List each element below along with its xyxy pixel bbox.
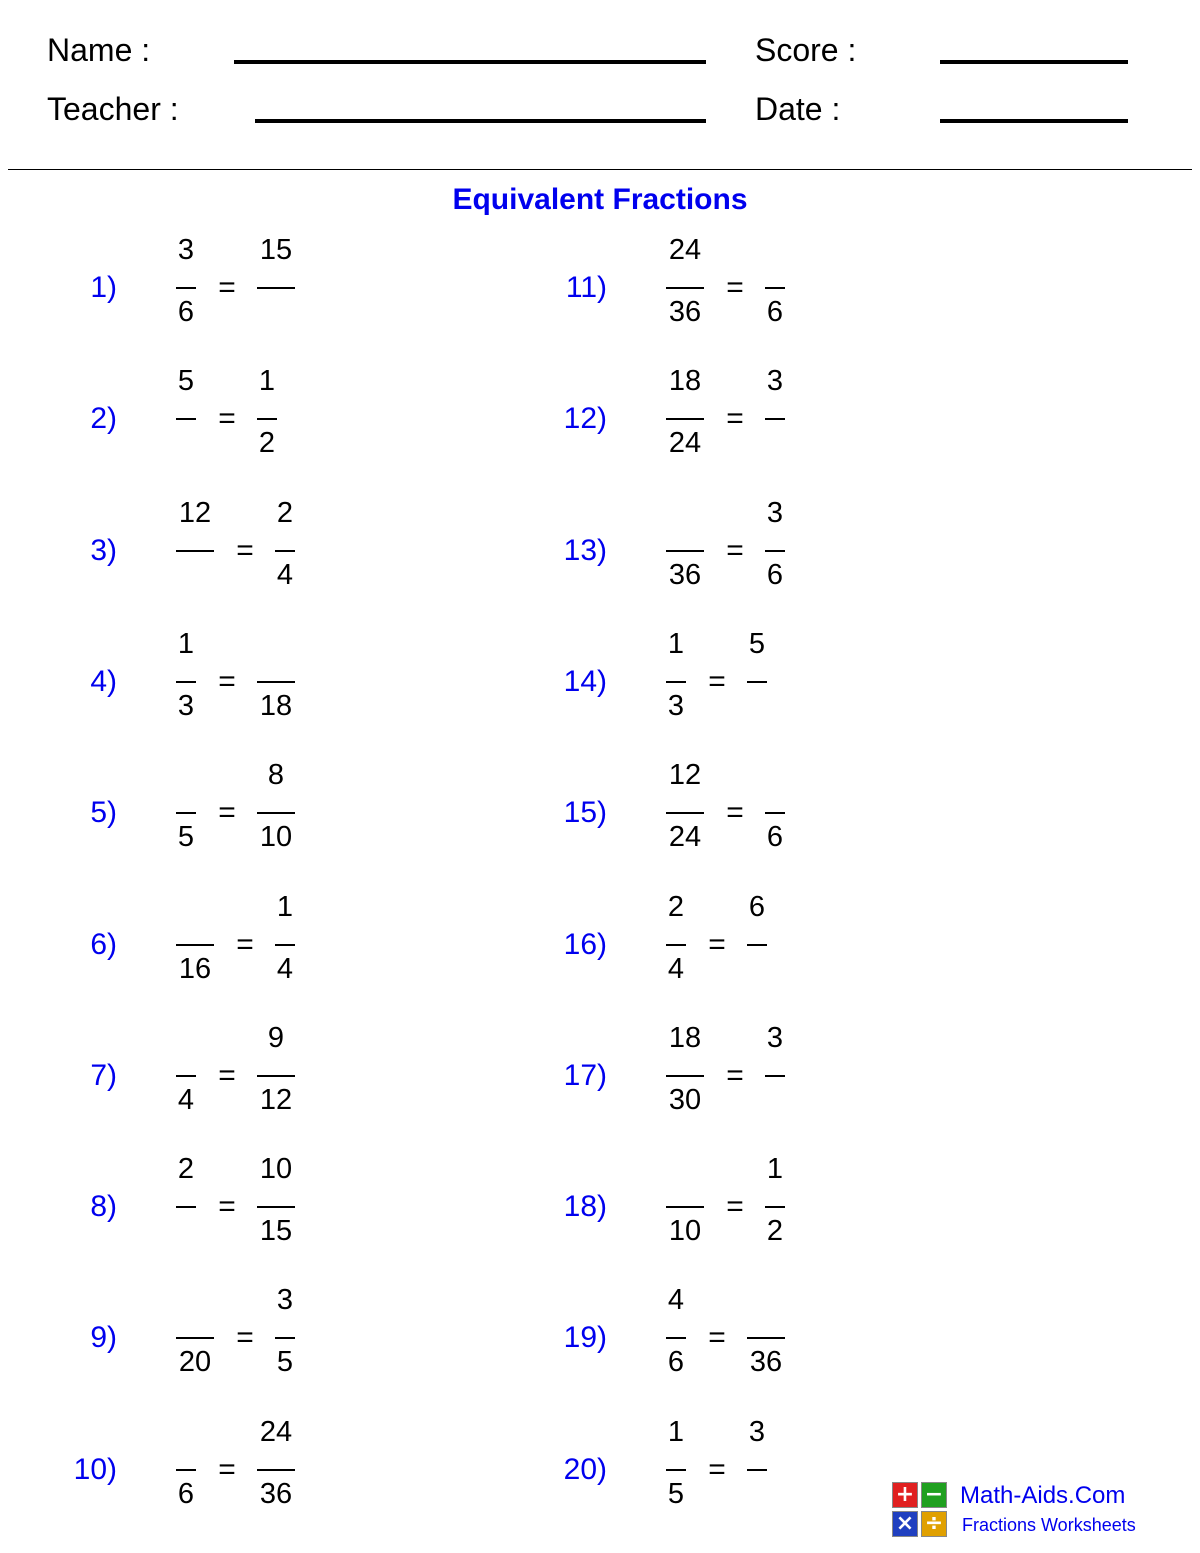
problem-number: 18): [563, 1190, 607, 1223]
left-numerator: 3: [177, 234, 195, 266]
left-denominator: 3: [177, 690, 195, 722]
right-fraction: [257, 1415, 295, 1525]
right-fraction: [257, 1021, 295, 1131]
right-denominator: 10: [259, 821, 293, 853]
left-fraction: [176, 627, 196, 737]
left-fraction: [666, 1283, 686, 1393]
left-denominator: 30: [668, 1084, 702, 1116]
left-fraction: [176, 890, 214, 1000]
right-fraction: [257, 627, 295, 737]
left-fraction: [666, 233, 704, 343]
teacher-field[interactable]: [255, 119, 706, 123]
name-label: Name :: [47, 32, 151, 68]
right-numerator: 3: [276, 1284, 294, 1316]
equals-sign: =: [218, 1190, 236, 1223]
right-numerator: 1: [766, 1153, 784, 1185]
left-denominator: 20: [178, 1346, 212, 1378]
times-icon: ×: [892, 1511, 918, 1537]
left-numerator: 18: [668, 365, 702, 397]
fraction-bar: [666, 944, 686, 946]
fraction-bar: [257, 812, 295, 814]
fraction-bar: [257, 1469, 295, 1471]
equals-sign: =: [218, 1059, 236, 1092]
problem-item: [57, 496, 477, 606]
equals-sign: =: [726, 402, 744, 435]
equals-sign: =: [708, 665, 726, 698]
problem-number: 4): [90, 665, 117, 698]
fraction-bar: [765, 418, 785, 420]
problem-number: 10): [73, 1453, 117, 1486]
problem-item: [57, 364, 477, 474]
right-numerator: 15: [259, 234, 293, 266]
right-fraction: [747, 627, 767, 737]
right-denominator: 15: [259, 1215, 293, 1247]
left-numerator: 1: [667, 628, 685, 660]
left-denominator: 6: [177, 1478, 195, 1510]
left-denominator: 10: [668, 1215, 702, 1247]
problem-number: 7): [90, 1059, 117, 1092]
equals-sign: =: [236, 1321, 254, 1354]
problem-number: 8): [90, 1190, 117, 1223]
right-denominator: 4: [276, 953, 294, 985]
header-divider: [8, 169, 1192, 170]
problem-number: 16): [563, 928, 607, 961]
problem-item: [547, 1152, 967, 1262]
divide-icon: ÷: [921, 1511, 947, 1537]
equals-sign: =: [236, 928, 254, 961]
right-numerator: 6: [748, 891, 766, 923]
fraction-bar: [747, 944, 767, 946]
left-numerator: 2: [667, 891, 685, 923]
fraction-bar: [666, 812, 704, 814]
fraction-bar: [176, 681, 196, 683]
left-denominator: 4: [177, 1084, 195, 1116]
date-label: Date :: [755, 91, 841, 127]
right-numerator: 5: [748, 628, 766, 660]
fraction-bar: [666, 550, 704, 552]
problem-number: 5): [90, 796, 117, 829]
problem-number: 19): [563, 1321, 607, 1354]
right-numerator: 3: [766, 497, 784, 529]
right-denominator: 36: [749, 1346, 783, 1378]
left-fraction: [666, 758, 704, 868]
problem-item: [547, 627, 967, 737]
fraction-bar: [765, 1075, 785, 1077]
right-denominator: 6: [766, 296, 784, 328]
right-numerator: 8: [267, 759, 285, 791]
teacher-label: Teacher :: [47, 91, 179, 127]
left-denominator: 4: [667, 953, 685, 985]
problem-item: [547, 1283, 967, 1393]
logo-subtitle: Fractions Worksheets: [962, 1515, 1136, 1535]
problem-item: [547, 364, 967, 474]
right-denominator: 36: [259, 1478, 293, 1510]
fraction-bar: [176, 1206, 196, 1208]
left-numerator: 12: [668, 759, 702, 791]
fraction-bar: [275, 1337, 295, 1339]
math-aids-logo: [892, 1482, 1172, 1538]
left-numerator: 2: [177, 1153, 195, 1185]
fraction-bar: [765, 1206, 785, 1208]
right-fraction: [765, 364, 785, 474]
problem-number: 2): [90, 402, 117, 435]
left-fraction: [666, 627, 686, 737]
equals-sign: =: [726, 796, 744, 829]
problem-item: [547, 758, 967, 868]
fraction-bar: [176, 418, 196, 420]
problem-number: 11): [565, 271, 607, 304]
score-field[interactable]: [940, 60, 1128, 64]
fraction-bar: [257, 1075, 295, 1077]
left-denominator: 5: [177, 821, 195, 853]
problem-item: [57, 627, 477, 737]
problem-item: [57, 1283, 477, 1393]
equals-sign: =: [726, 534, 744, 567]
date-field[interactable]: [940, 119, 1128, 123]
right-fraction: [257, 364, 277, 474]
fraction-bar: [765, 287, 785, 289]
right-denominator: 2: [766, 1215, 784, 1247]
fraction-bar: [176, 1075, 196, 1077]
left-fraction: [176, 1283, 214, 1393]
fraction-bar: [765, 812, 785, 814]
problem-number: 3): [90, 534, 117, 567]
left-fraction: [176, 364, 196, 474]
problem-item: [57, 1021, 477, 1131]
fraction-bar: [176, 287, 196, 289]
left-denominator: 16: [178, 953, 212, 985]
fraction-bar: [666, 287, 704, 289]
right-numerator: 1: [258, 365, 276, 397]
left-numerator: 12: [178, 497, 212, 529]
right-denominator: 6: [766, 559, 784, 591]
right-fraction: [257, 233, 295, 343]
equals-sign: =: [726, 1059, 744, 1092]
left-fraction: [176, 758, 196, 868]
left-fraction: [176, 1152, 196, 1262]
equals-sign: =: [218, 665, 236, 698]
right-denominator: 4: [276, 559, 294, 591]
right-numerator: 9: [267, 1022, 285, 1054]
equals-sign: =: [218, 1453, 236, 1486]
left-denominator: 6: [177, 296, 195, 328]
left-numerator: 1: [667, 1416, 685, 1448]
minus-icon: −: [921, 1482, 947, 1508]
right-denominator: 5: [276, 1346, 294, 1378]
problem-item: [57, 1152, 477, 1262]
fraction-bar: [176, 944, 214, 946]
problem-number: 15): [563, 796, 607, 829]
equals-sign: =: [726, 1190, 744, 1223]
name-field[interactable]: [234, 60, 706, 64]
equals-sign: =: [708, 1453, 726, 1486]
right-fraction: [747, 1283, 785, 1393]
fraction-bar: [666, 681, 686, 683]
right-fraction: [765, 758, 785, 868]
fraction-bar: [666, 418, 704, 420]
left-denominator: 24: [668, 427, 702, 459]
score-label: Score :: [755, 32, 857, 68]
equals-sign: =: [236, 534, 254, 567]
left-fraction: [666, 1415, 686, 1525]
problem-item: [547, 233, 967, 343]
left-fraction: [176, 1415, 196, 1525]
logo-icon: [892, 1482, 948, 1538]
problem-item: [547, 890, 967, 1000]
right-numerator: 3: [748, 1416, 766, 1448]
left-fraction: [176, 1021, 196, 1131]
problem-number: 1): [90, 271, 117, 304]
fraction-bar: [257, 287, 295, 289]
right-numerator: 24: [259, 1416, 293, 1448]
fraction-bar: [747, 1469, 767, 1471]
left-fraction: [666, 364, 704, 474]
equals-sign: =: [218, 271, 236, 304]
fraction-bar: [176, 1469, 196, 1471]
right-numerator: 3: [766, 365, 784, 397]
fraction-bar: [176, 1337, 214, 1339]
right-denominator: 2: [258, 427, 276, 459]
right-numerator: 10: [259, 1153, 293, 1185]
problem-item: [57, 890, 477, 1000]
right-fraction: [765, 496, 785, 606]
left-denominator: 36: [668, 296, 702, 328]
problem-number: 14): [563, 665, 607, 698]
fraction-bar: [257, 681, 295, 683]
fraction-bar: [666, 1075, 704, 1077]
problem-number: 13): [563, 534, 607, 567]
equals-sign: =: [708, 928, 726, 961]
left-denominator: 24: [668, 821, 702, 853]
right-fraction: [747, 1415, 767, 1525]
equals-sign: =: [218, 402, 236, 435]
left-denominator: 3: [667, 690, 685, 722]
left-numerator: 24: [668, 234, 702, 266]
fraction-bar: [666, 1337, 686, 1339]
fraction-bar: [257, 418, 277, 420]
fraction-bar: [176, 550, 214, 552]
left-fraction: [666, 890, 686, 1000]
problem-number: 9): [90, 1321, 117, 1354]
right-fraction: [747, 890, 767, 1000]
problem-item: [57, 1415, 477, 1525]
problem-number: 20): [563, 1453, 607, 1486]
left-fraction: [666, 496, 704, 606]
equals-sign: =: [708, 1321, 726, 1354]
plus-icon: +: [892, 1482, 918, 1508]
left-numerator: 5: [177, 365, 195, 397]
right-numerator: 1: [276, 891, 294, 923]
left-fraction: [666, 1152, 704, 1262]
problem-item: [57, 758, 477, 868]
left-numerator: 18: [668, 1022, 702, 1054]
right-fraction: [257, 758, 295, 868]
right-fraction: [275, 890, 295, 1000]
equals-sign: =: [726, 271, 744, 304]
fraction-bar: [176, 812, 196, 814]
left-fraction: [666, 1021, 704, 1131]
fraction-bar: [275, 550, 295, 552]
worksheet-title: Equivalent Fractions: [452, 183, 748, 216]
left-denominator: 5: [667, 1478, 685, 1510]
right-fraction: [257, 1152, 295, 1262]
fraction-bar: [747, 681, 767, 683]
right-fraction: [765, 233, 785, 343]
fraction-bar: [666, 1206, 704, 1208]
right-fraction: [275, 1283, 295, 1393]
fraction-bar: [275, 944, 295, 946]
fraction-bar: [747, 1337, 785, 1339]
fraction-bar: [257, 1206, 295, 1208]
fraction-bar: [765, 550, 785, 552]
left-fraction: [176, 233, 196, 343]
right-denominator: 18: [259, 690, 293, 722]
problem-item: [57, 233, 477, 343]
left-numerator: 4: [667, 1284, 685, 1316]
left-numerator: 1: [177, 628, 195, 660]
equals-sign: =: [218, 796, 236, 829]
right-numerator: 2: [276, 497, 294, 529]
left-denominator: 36: [668, 559, 702, 591]
right-numerator: 3: [766, 1022, 784, 1054]
right-denominator: 6: [766, 821, 784, 853]
left-fraction: [176, 496, 214, 606]
problem-item: [547, 496, 967, 606]
problem-number: 12): [563, 402, 607, 435]
right-fraction: [275, 496, 295, 606]
problem-number: 6): [90, 928, 117, 961]
right-fraction: [765, 1152, 785, 1262]
problem-number: 17): [563, 1059, 607, 1092]
right-denominator: 12: [259, 1084, 293, 1116]
problem-item: [547, 1021, 967, 1131]
logo-title: Math-Aids.Com: [960, 1482, 1126, 1509]
left-denominator: 6: [667, 1346, 685, 1378]
right-fraction: [765, 1021, 785, 1131]
fraction-bar: [666, 1469, 686, 1471]
